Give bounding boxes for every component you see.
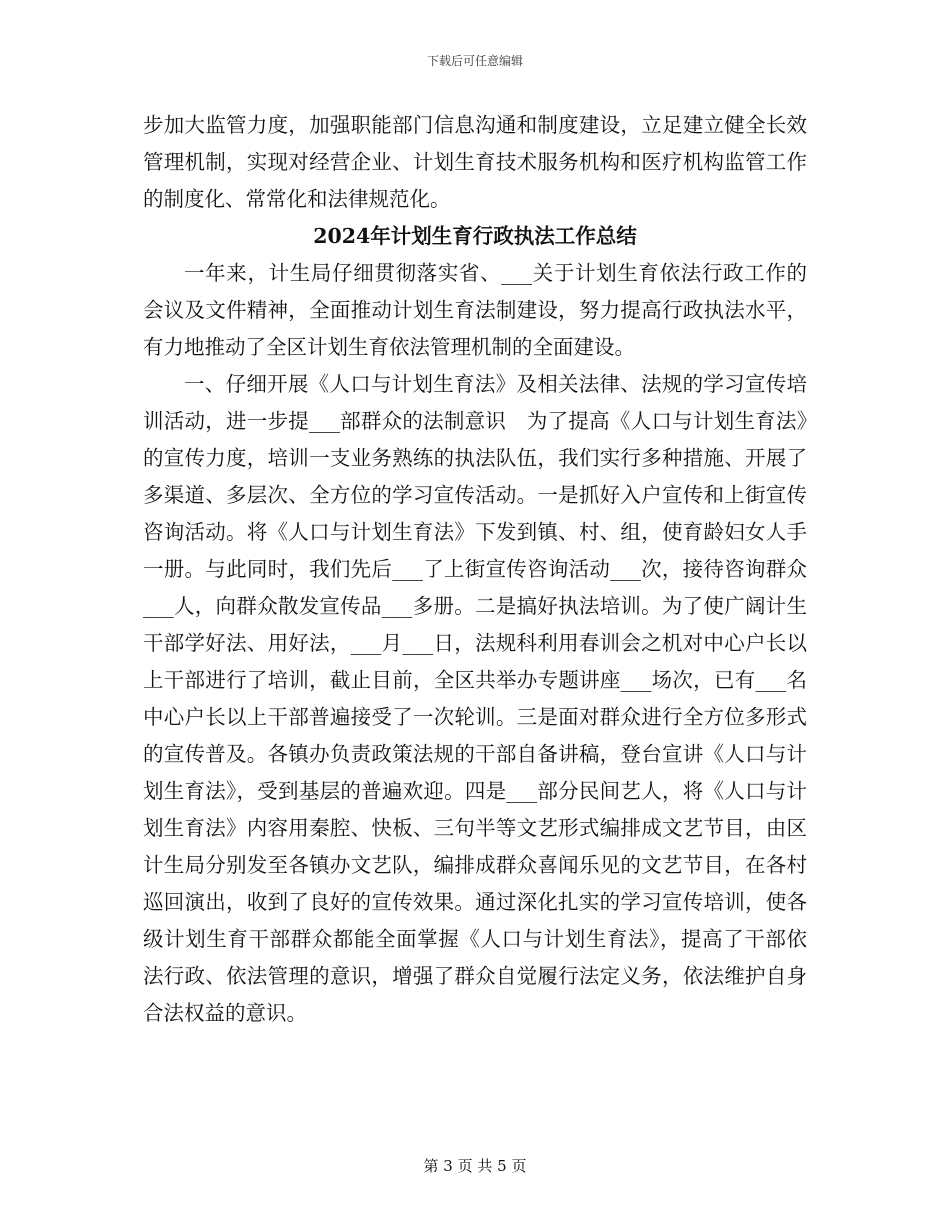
body-paragraph-intro: 一年来，计生局仔细贯彻落实省、___关于计划生育依法行政工作的会议及文件精神，全面推动计划生育法制建设，努力提高行政执法水平，有力地推动了全区计划生育依法管理机制的全面建设。 (143, 261, 807, 359)
page-number-footer: 第 3 页 共 5 页 (423, 1157, 527, 1175)
document-title: 2024年计划生育行政执法工作总结 (313, 224, 637, 248)
document-body (143, 107, 807, 1032)
body-paragraph-section-1: 一、仔细开展《人口与计划生育法》及相关法律、法规的学习宣传培训活动，进一步提___部群众的法制意识 为了提高《人口与计划生育法》的宣传力度，培训一支业务熟练的执法队伍，我们实行多种措施、开展了多渠道、多层次、全方位的学习宣传活动。一是抓好入户宣传和上街宣传咨询活动。将《人口与计划生育法》下发到镇、村、组，使育龄妇女人手一册。与此同时，我们先后___了上街宣传咨询活动___次，接待咨询群众___人，向群众散发宣传品___多册。二是搞好执法培训。为了使广阔计生干部学好法、用好法，___月___日，法规科利用春训会之机对中心户长以上干部进行了培训，截止目前，全区共举办专题讲座___场次，已有___名中心户长以上干部普遍接受了一次轮训。三是面对群众进行全方位多形式的宣传普及。各镇办负责政策法规的干部自备讲稿，登台宣讲《人口与计划生育法》，受到基层的普遍欢迎。四是___部分民间艺人，将《人口与计划生育法》内容用秦腔、快板、三句半等文艺形式编排成文艺节目，由区计生局分别发至各镇办文艺队，编排成群众喜闻乐见的文艺节目，在各村巡回演出，收到了良好的宣传效果。通过深化扎实的学习宣传培训，使各级计划生育干部群众都能全面掌握《人口与计划生育法》，提高了干部依法行政、依法管理的意识，增强了群众自觉履行法定义务，依法维护自身合法权益的意识。 (143, 372, 807, 1025)
lead-paragraph: 步加大监管力度，加强职能部门信息沟通和制度建设，立足建立健全长效管理机制，实现对经营企业、计划生育技术服务机构和医疗机构监管工作的制度化、常常化和法律规范化。 (143, 113, 807, 211)
page-header-note: 下载后可任意编辑 (426, 54, 523, 68)
